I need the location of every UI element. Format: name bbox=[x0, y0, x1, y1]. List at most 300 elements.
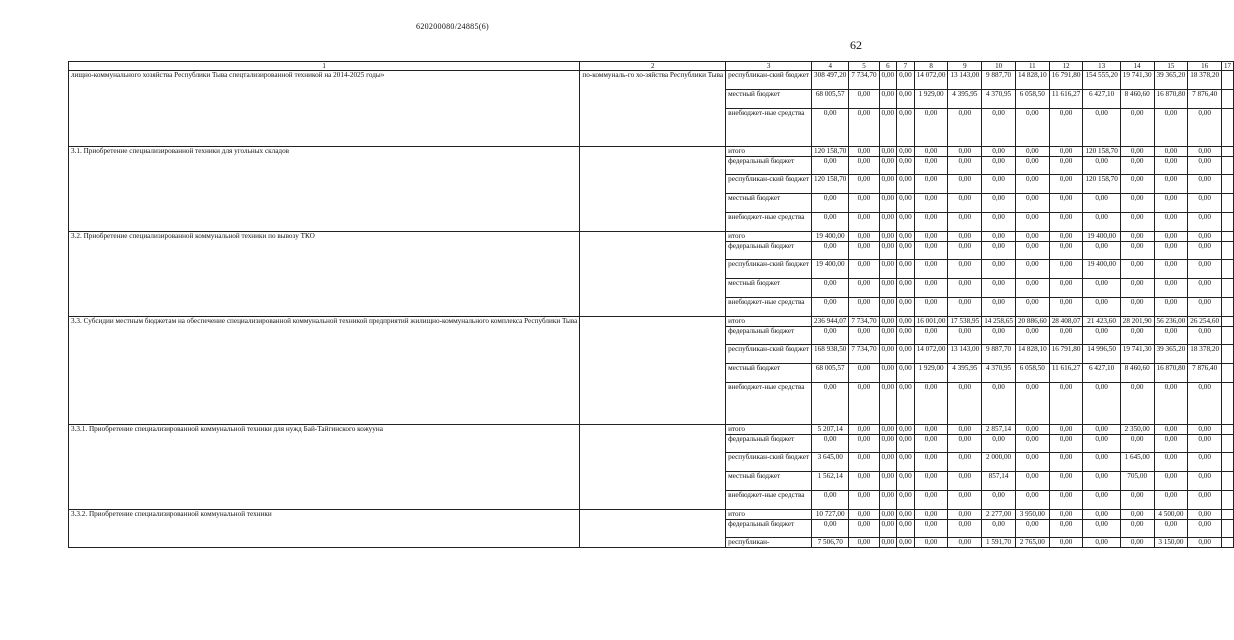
budget-table bbox=[68, 61, 1234, 548]
amount-cell: 0,00 bbox=[1083, 157, 1120, 175]
amount-cell: 0,00 bbox=[948, 453, 982, 472]
empty-cell bbox=[1222, 147, 1234, 157]
amount-cell: 0,00 bbox=[1154, 242, 1188, 260]
empty-cell bbox=[1222, 510, 1234, 520]
amount-cell: 4 500,00 bbox=[1154, 510, 1188, 520]
amount-cell: 0,00 bbox=[849, 425, 879, 435]
amount-cell: 0,00 bbox=[1154, 472, 1188, 491]
amount-cell: 39 365,20 bbox=[1154, 71, 1188, 90]
amount-cell: 0,00 bbox=[1015, 232, 1049, 242]
measure-name: 3.3.2. Приобретение специализированной коммунальной техники bbox=[69, 510, 580, 548]
amount-cell: 120 158,70 bbox=[1083, 147, 1120, 157]
amount-cell: 0,00 bbox=[1120, 109, 1154, 147]
executor-name bbox=[580, 425, 726, 510]
amount-cell: 0,00 bbox=[1120, 279, 1154, 298]
column-number: 13 bbox=[1083, 62, 1120, 71]
funding-source: внебюджет-ные средства bbox=[726, 298, 812, 317]
amount-cell: 2 350,00 bbox=[1120, 425, 1154, 435]
amount-cell: 0,00 bbox=[982, 279, 1016, 298]
amount-cell: 0,00 bbox=[1120, 175, 1154, 194]
amount-cell: 3 150,00 bbox=[1154, 538, 1188, 548]
amount-cell: 0,00 bbox=[1015, 147, 1049, 157]
amount-cell: 0,00 bbox=[812, 298, 849, 317]
amount-cell: 0,00 bbox=[1049, 435, 1083, 453]
amount-cell: 0,00 bbox=[1083, 425, 1120, 435]
funding-source: внебюджет-ные средства bbox=[726, 491, 812, 510]
amount-cell: 0,00 bbox=[849, 90, 879, 109]
funding-source: республикан-ский бюджет bbox=[726, 175, 812, 194]
amount-cell: 154 555,20 bbox=[1083, 71, 1120, 90]
amount-cell: 0,00 bbox=[1120, 435, 1154, 453]
amount-cell: 0,00 bbox=[948, 157, 982, 175]
amount-cell: 0,00 bbox=[1154, 298, 1188, 317]
amount-cell: 17 538,95 bbox=[948, 317, 982, 327]
amount-cell: 0,00 bbox=[1154, 520, 1188, 538]
amount-cell: 0,00 bbox=[1188, 510, 1222, 520]
measure-name: 3.2. Приобретение специализированной коммунальной техники по вывозу ТКО bbox=[69, 232, 580, 317]
amount-cell: 120 158,70 bbox=[812, 147, 849, 157]
amount-cell: 0,00 bbox=[914, 175, 948, 194]
amount-cell: 0,00 bbox=[1015, 175, 1049, 194]
amount-cell: 0,00 bbox=[1083, 510, 1120, 520]
amount-cell: 0,00 bbox=[849, 327, 879, 345]
amount-cell: 0,00 bbox=[1188, 242, 1222, 260]
amount-cell: 0,00 bbox=[879, 298, 897, 317]
amount-cell: 0,00 bbox=[897, 71, 915, 90]
amount-cell: 1 562,14 bbox=[812, 472, 849, 491]
amount-cell: 0,00 bbox=[849, 260, 879, 279]
amount-cell: 6 427,10 bbox=[1083, 364, 1120, 383]
amount-cell: 0,00 bbox=[897, 242, 915, 260]
amount-cell: 0,00 bbox=[914, 491, 948, 510]
amount-cell: 0,00 bbox=[982, 260, 1016, 279]
empty-cell bbox=[1222, 317, 1234, 327]
amount-cell: 0,00 bbox=[849, 232, 879, 242]
amount-cell: 0,00 bbox=[879, 453, 897, 472]
amount-cell: 0,00 bbox=[982, 175, 1016, 194]
amount-cell: 11 616,27 bbox=[1049, 90, 1083, 109]
table-row bbox=[69, 510, 1234, 520]
amount-cell: 0,00 bbox=[982, 242, 1016, 260]
empty-cell bbox=[1222, 194, 1234, 213]
amount-cell: 857,14 bbox=[982, 472, 1016, 491]
amount-cell: 9 887,70 bbox=[982, 71, 1016, 90]
amount-cell: 0,00 bbox=[1120, 157, 1154, 175]
amount-cell: 0,00 bbox=[948, 435, 982, 453]
amount-cell: 0,00 bbox=[1154, 327, 1188, 345]
amount-cell: 0,00 bbox=[879, 538, 897, 548]
empty-cell bbox=[1222, 298, 1234, 317]
amount-cell: 0,00 bbox=[1015, 520, 1049, 538]
amount-cell: 0,00 bbox=[1188, 383, 1222, 425]
amount-cell: 0,00 bbox=[1049, 109, 1083, 147]
amount-cell: 5 207,14 bbox=[812, 425, 849, 435]
empty-cell bbox=[1222, 90, 1234, 109]
amount-cell: 0,00 bbox=[897, 298, 915, 317]
amount-cell: 0,00 bbox=[982, 213, 1016, 232]
amount-cell: 0,00 bbox=[1049, 213, 1083, 232]
amount-cell: 7 876,40 bbox=[1188, 364, 1222, 383]
amount-cell: 0,00 bbox=[948, 298, 982, 317]
amount-cell: 0,00 bbox=[1083, 109, 1120, 147]
amount-cell: 0,00 bbox=[948, 242, 982, 260]
amount-cell: 14 072,00 bbox=[914, 71, 948, 90]
amount-cell: 0,00 bbox=[897, 194, 915, 213]
amount-cell: 0,00 bbox=[914, 520, 948, 538]
amount-cell: 0,00 bbox=[948, 472, 982, 491]
amount-cell: 0,00 bbox=[1120, 260, 1154, 279]
amount-cell: 14 828,10 bbox=[1015, 71, 1049, 90]
amount-cell: 0,00 bbox=[849, 520, 879, 538]
empty-cell bbox=[1222, 435, 1234, 453]
amount-cell: 14 072,00 bbox=[914, 345, 948, 364]
measure-name: 3.1. Приобретение специализированной техники для угольных складов bbox=[69, 147, 580, 232]
amount-cell: 0,00 bbox=[849, 279, 879, 298]
amount-cell: 19 400,00 bbox=[1083, 260, 1120, 279]
amount-cell: 0,00 bbox=[812, 327, 849, 345]
empty-cell bbox=[1222, 520, 1234, 538]
amount-cell: 0,00 bbox=[879, 364, 897, 383]
amount-cell: 0,00 bbox=[1188, 491, 1222, 510]
amount-cell: 0,00 bbox=[1154, 383, 1188, 425]
amount-cell: 16 870,80 bbox=[1154, 90, 1188, 109]
funding-source: внебюджет-ные средства bbox=[726, 213, 812, 232]
amount-cell: 0,00 bbox=[948, 383, 982, 425]
funding-source: федеральный бюджет bbox=[726, 435, 812, 453]
amount-cell: 19 400,00 bbox=[1083, 232, 1120, 242]
amount-cell: 0,00 bbox=[1083, 327, 1120, 345]
amount-cell: 0,00 bbox=[1049, 510, 1083, 520]
amount-cell: 0,00 bbox=[948, 194, 982, 213]
amount-cell: 0,00 bbox=[914, 194, 948, 213]
amount-cell: 0,00 bbox=[1083, 491, 1120, 510]
amount-cell: 6 058,50 bbox=[1015, 364, 1049, 383]
amount-cell: 8 460,60 bbox=[1120, 90, 1154, 109]
amount-cell: 0,00 bbox=[1188, 157, 1222, 175]
amount-cell: 0,00 bbox=[897, 147, 915, 157]
amount-cell: 0,00 bbox=[1188, 213, 1222, 232]
amount-cell: 0,00 bbox=[1049, 520, 1083, 538]
amount-cell: 0,00 bbox=[897, 317, 915, 327]
amount-cell: 0,00 bbox=[1120, 298, 1154, 317]
amount-cell: 0,00 bbox=[914, 510, 948, 520]
amount-cell: 0,00 bbox=[948, 279, 982, 298]
amount-cell: 39 365,20 bbox=[1154, 345, 1188, 364]
amount-cell: 11 616,27 bbox=[1049, 364, 1083, 383]
amount-cell: 0,00 bbox=[849, 472, 879, 491]
funding-source: федеральный бюджет bbox=[726, 520, 812, 538]
amount-cell: 0,00 bbox=[849, 364, 879, 383]
amount-cell: 0,00 bbox=[897, 327, 915, 345]
amount-cell: 1 591,70 bbox=[982, 538, 1016, 548]
amount-cell: 0,00 bbox=[1083, 298, 1120, 317]
executor-name bbox=[580, 510, 726, 548]
amount-cell: 0,00 bbox=[879, 90, 897, 109]
amount-cell: 10 727,00 bbox=[812, 510, 849, 520]
amount-cell: 0,00 bbox=[897, 491, 915, 510]
amount-cell: 0,00 bbox=[1049, 232, 1083, 242]
amount-cell: 0,00 bbox=[849, 435, 879, 453]
amount-cell: 0,00 bbox=[812, 213, 849, 232]
table-row bbox=[69, 147, 1234, 157]
amount-cell: 0,00 bbox=[1015, 298, 1049, 317]
amount-cell: 9 887,70 bbox=[982, 345, 1016, 364]
amount-cell: 0,00 bbox=[897, 232, 915, 242]
amount-cell: 0,00 bbox=[1049, 298, 1083, 317]
funding-source: местный бюджет bbox=[726, 279, 812, 298]
amount-cell: 0,00 bbox=[948, 260, 982, 279]
amount-cell: 0,00 bbox=[1049, 327, 1083, 345]
amount-cell: 0,00 bbox=[1120, 510, 1154, 520]
amount-cell: 0,00 bbox=[948, 147, 982, 157]
empty-cell bbox=[1222, 327, 1234, 345]
amount-cell: 0,00 bbox=[948, 232, 982, 242]
funding-source: внебюджет-ные средства bbox=[726, 383, 812, 425]
empty-cell bbox=[1222, 109, 1234, 147]
amount-cell: 0,00 bbox=[1188, 472, 1222, 491]
amount-cell: 0,00 bbox=[1083, 472, 1120, 491]
amount-cell: 0,00 bbox=[1154, 279, 1188, 298]
amount-cell: 0,00 bbox=[879, 71, 897, 90]
amount-cell: 0,00 bbox=[914, 425, 948, 435]
amount-cell: 0,00 bbox=[1083, 279, 1120, 298]
amount-cell: 0,00 bbox=[1015, 491, 1049, 510]
column-number: 8 bbox=[914, 62, 948, 71]
amount-cell: 0,00 bbox=[1120, 383, 1154, 425]
amount-cell: 2 857,14 bbox=[982, 425, 1016, 435]
amount-cell: 0,00 bbox=[982, 520, 1016, 538]
amount-cell: 0,00 bbox=[948, 213, 982, 232]
amount-cell: 0,00 bbox=[897, 364, 915, 383]
amount-cell: 0,00 bbox=[982, 435, 1016, 453]
amount-cell: 0,00 bbox=[948, 538, 982, 548]
funding-source: местный бюджет bbox=[726, 364, 812, 383]
funding-source: республикан- bbox=[726, 538, 812, 548]
amount-cell: 0,00 bbox=[1154, 232, 1188, 242]
amount-cell: 236 944,07 bbox=[812, 317, 849, 327]
executor-name bbox=[580, 232, 726, 317]
funding-source: итого bbox=[726, 232, 812, 242]
amount-cell: 19 741,30 bbox=[1120, 345, 1154, 364]
amount-cell: 16 870,80 bbox=[1154, 364, 1188, 383]
column-number: 2 bbox=[580, 62, 726, 71]
amount-cell: 8 460,60 bbox=[1120, 364, 1154, 383]
amount-cell: 0,00 bbox=[1120, 327, 1154, 345]
amount-cell: 0,00 bbox=[1083, 435, 1120, 453]
amount-cell: 0,00 bbox=[879, 279, 897, 298]
amount-cell: 0,00 bbox=[1188, 109, 1222, 147]
empty-cell bbox=[1222, 71, 1234, 90]
empty-cell bbox=[1222, 425, 1234, 435]
amount-cell: 0,00 bbox=[914, 232, 948, 242]
amount-cell: 0,00 bbox=[914, 383, 948, 425]
amount-cell: 18 378,20 bbox=[1188, 345, 1222, 364]
amount-cell: 0,00 bbox=[897, 279, 915, 298]
amount-cell: 0,00 bbox=[914, 157, 948, 175]
amount-cell: 0,00 bbox=[1120, 538, 1154, 548]
amount-cell: 0,00 bbox=[879, 425, 897, 435]
amount-cell: 0,00 bbox=[879, 345, 897, 364]
funding-source: местный бюджет bbox=[726, 90, 812, 109]
amount-cell: 0,00 bbox=[897, 435, 915, 453]
amount-cell: 4 395,95 bbox=[948, 364, 982, 383]
amount-cell: 0,00 bbox=[982, 157, 1016, 175]
amount-cell: 4 370,95 bbox=[982, 364, 1016, 383]
amount-cell: 0,00 bbox=[1083, 242, 1120, 260]
amount-cell: 0,00 bbox=[1049, 425, 1083, 435]
amount-cell: 0,00 bbox=[849, 510, 879, 520]
column-number: 7 bbox=[897, 62, 915, 71]
funding-source: республикан-ский бюджет bbox=[726, 453, 812, 472]
funding-source: итого bbox=[726, 317, 812, 327]
amount-cell: 0,00 bbox=[1188, 232, 1222, 242]
amount-cell: 0,00 bbox=[914, 109, 948, 147]
amount-cell: 0,00 bbox=[1120, 232, 1154, 242]
amount-cell: 0,00 bbox=[914, 147, 948, 157]
amount-cell: 0,00 bbox=[879, 491, 897, 510]
amount-cell: 21 423,60 bbox=[1083, 317, 1120, 327]
amount-cell: 0,00 bbox=[1154, 175, 1188, 194]
amount-cell: 0,00 bbox=[1049, 260, 1083, 279]
executor-name bbox=[580, 147, 726, 232]
amount-cell: 0,00 bbox=[1188, 538, 1222, 548]
amount-cell: 0,00 bbox=[849, 383, 879, 425]
amount-cell: 0,00 bbox=[948, 510, 982, 520]
amount-cell: 0,00 bbox=[914, 213, 948, 232]
amount-cell: 28 201,90 bbox=[1120, 317, 1154, 327]
amount-cell: 0,00 bbox=[1015, 109, 1049, 147]
amount-cell: 0,00 bbox=[812, 491, 849, 510]
empty-cell bbox=[1222, 260, 1234, 279]
amount-cell: 308 497,20 bbox=[812, 71, 849, 90]
amount-cell: 0,00 bbox=[1154, 109, 1188, 147]
amount-cell: 0,00 bbox=[849, 147, 879, 157]
amount-cell: 0,00 bbox=[812, 279, 849, 298]
amount-cell: 0,00 bbox=[879, 213, 897, 232]
amount-cell: 4 395,95 bbox=[948, 90, 982, 109]
amount-cell: 0,00 bbox=[1015, 453, 1049, 472]
amount-cell: 0,00 bbox=[1049, 472, 1083, 491]
amount-cell: 0,00 bbox=[914, 327, 948, 345]
measure-name: 3.3. Субсидии местным бюджетам на обеспечение специализированной коммунальной техникой предприятий жилищно-коммунального комплекса Республики Тыва bbox=[69, 317, 580, 425]
amount-cell: 0,00 bbox=[812, 242, 849, 260]
amount-cell: 0,00 bbox=[897, 453, 915, 472]
amount-cell: 0,00 bbox=[1120, 194, 1154, 213]
funding-source: итого bbox=[726, 510, 812, 520]
amount-cell: 0,00 bbox=[1154, 213, 1188, 232]
executor-name: по-коммуналь-го хо-зяйства Республики Тыва bbox=[580, 71, 726, 147]
amount-cell: 0,00 bbox=[879, 242, 897, 260]
column-number: 3 bbox=[726, 62, 812, 71]
amount-cell: 0,00 bbox=[1015, 435, 1049, 453]
amount-cell: 0,00 bbox=[1154, 491, 1188, 510]
amount-cell: 0,00 bbox=[879, 327, 897, 345]
amount-cell: 0,00 bbox=[914, 538, 948, 548]
amount-cell: 7 876,40 bbox=[1188, 90, 1222, 109]
amount-cell: 0,00 bbox=[812, 157, 849, 175]
funding-source: местный бюджет bbox=[726, 472, 812, 491]
amount-cell: 0,00 bbox=[849, 298, 879, 317]
amount-cell: 0,00 bbox=[948, 327, 982, 345]
amount-cell: 0,00 bbox=[849, 157, 879, 175]
amount-cell: 0,00 bbox=[879, 472, 897, 491]
amount-cell: 18 378,20 bbox=[1188, 71, 1222, 90]
amount-cell: 0,00 bbox=[897, 383, 915, 425]
amount-cell: 0,00 bbox=[1120, 147, 1154, 157]
amount-cell: 0,00 bbox=[914, 435, 948, 453]
amount-cell: 0,00 bbox=[849, 453, 879, 472]
amount-cell: 14 258,65 bbox=[982, 317, 1016, 327]
amount-cell: 1 645,00 bbox=[1120, 453, 1154, 472]
amount-cell: 0,00 bbox=[914, 279, 948, 298]
column-number: 12 bbox=[1049, 62, 1083, 71]
measure-name: 3.3.1. Приобретение специализированной коммунальной техники для нужд Бай-Тайгинского кожууна bbox=[69, 425, 580, 510]
amount-cell: 0,00 bbox=[897, 510, 915, 520]
amount-cell: 19 400,00 bbox=[812, 232, 849, 242]
funding-source: республикан-ский бюджет bbox=[726, 71, 812, 90]
executor-name bbox=[580, 317, 726, 425]
amount-cell: 0,00 bbox=[879, 157, 897, 175]
amount-cell: 0,00 bbox=[1120, 213, 1154, 232]
amount-cell: 0,00 bbox=[1083, 538, 1120, 548]
amount-cell: 0,00 bbox=[879, 510, 897, 520]
column-number: 5 bbox=[849, 62, 879, 71]
amount-cell: 0,00 bbox=[849, 175, 879, 194]
amount-cell: 6 058,50 bbox=[1015, 90, 1049, 109]
amount-cell: 68 005,57 bbox=[812, 90, 849, 109]
amount-cell: 0,00 bbox=[1188, 298, 1222, 317]
empty-cell bbox=[1222, 383, 1234, 425]
amount-cell: 0,00 bbox=[897, 157, 915, 175]
amount-cell: 0,00 bbox=[1188, 425, 1222, 435]
amount-cell: 0,00 bbox=[1188, 194, 1222, 213]
amount-cell: 7 734,70 bbox=[849, 71, 879, 90]
amount-cell: 0,00 bbox=[1154, 260, 1188, 279]
amount-cell: 0,00 bbox=[1049, 147, 1083, 157]
amount-cell: 120 158,70 bbox=[1083, 175, 1120, 194]
empty-cell bbox=[1222, 157, 1234, 175]
amount-cell: 19 741,30 bbox=[1120, 71, 1154, 90]
column-number: 4 bbox=[812, 62, 849, 71]
amount-cell: 0,00 bbox=[897, 345, 915, 364]
amount-cell: 0,00 bbox=[982, 491, 1016, 510]
funding-source: федеральный бюджет bbox=[726, 242, 812, 260]
amount-cell: 0,00 bbox=[1120, 520, 1154, 538]
amount-cell: 19 400,00 bbox=[812, 260, 849, 279]
amount-cell: 0,00 bbox=[879, 109, 897, 147]
empty-cell bbox=[1222, 538, 1234, 548]
amount-cell: 0,00 bbox=[812, 109, 849, 147]
column-number: 1 bbox=[69, 62, 580, 71]
amount-cell: 1 929,00 bbox=[914, 364, 948, 383]
empty-cell bbox=[1222, 279, 1234, 298]
amount-cell: 0,00 bbox=[982, 194, 1016, 213]
empty-cell bbox=[1222, 232, 1234, 242]
amount-cell: 0,00 bbox=[914, 453, 948, 472]
table-row bbox=[69, 317, 1234, 327]
column-number-row bbox=[69, 62, 1234, 71]
amount-cell: 0,00 bbox=[897, 538, 915, 548]
amount-cell: 0,00 bbox=[879, 260, 897, 279]
amount-cell: 0,00 bbox=[1049, 383, 1083, 425]
column-number: 11 bbox=[1015, 62, 1049, 71]
amount-cell: 0,00 bbox=[879, 147, 897, 157]
amount-cell: 0,00 bbox=[1015, 213, 1049, 232]
amount-cell: 0,00 bbox=[1154, 157, 1188, 175]
amount-cell: 120 158,70 bbox=[812, 175, 849, 194]
amount-cell: 14 828,10 bbox=[1015, 345, 1049, 364]
amount-cell: 0,00 bbox=[1188, 453, 1222, 472]
